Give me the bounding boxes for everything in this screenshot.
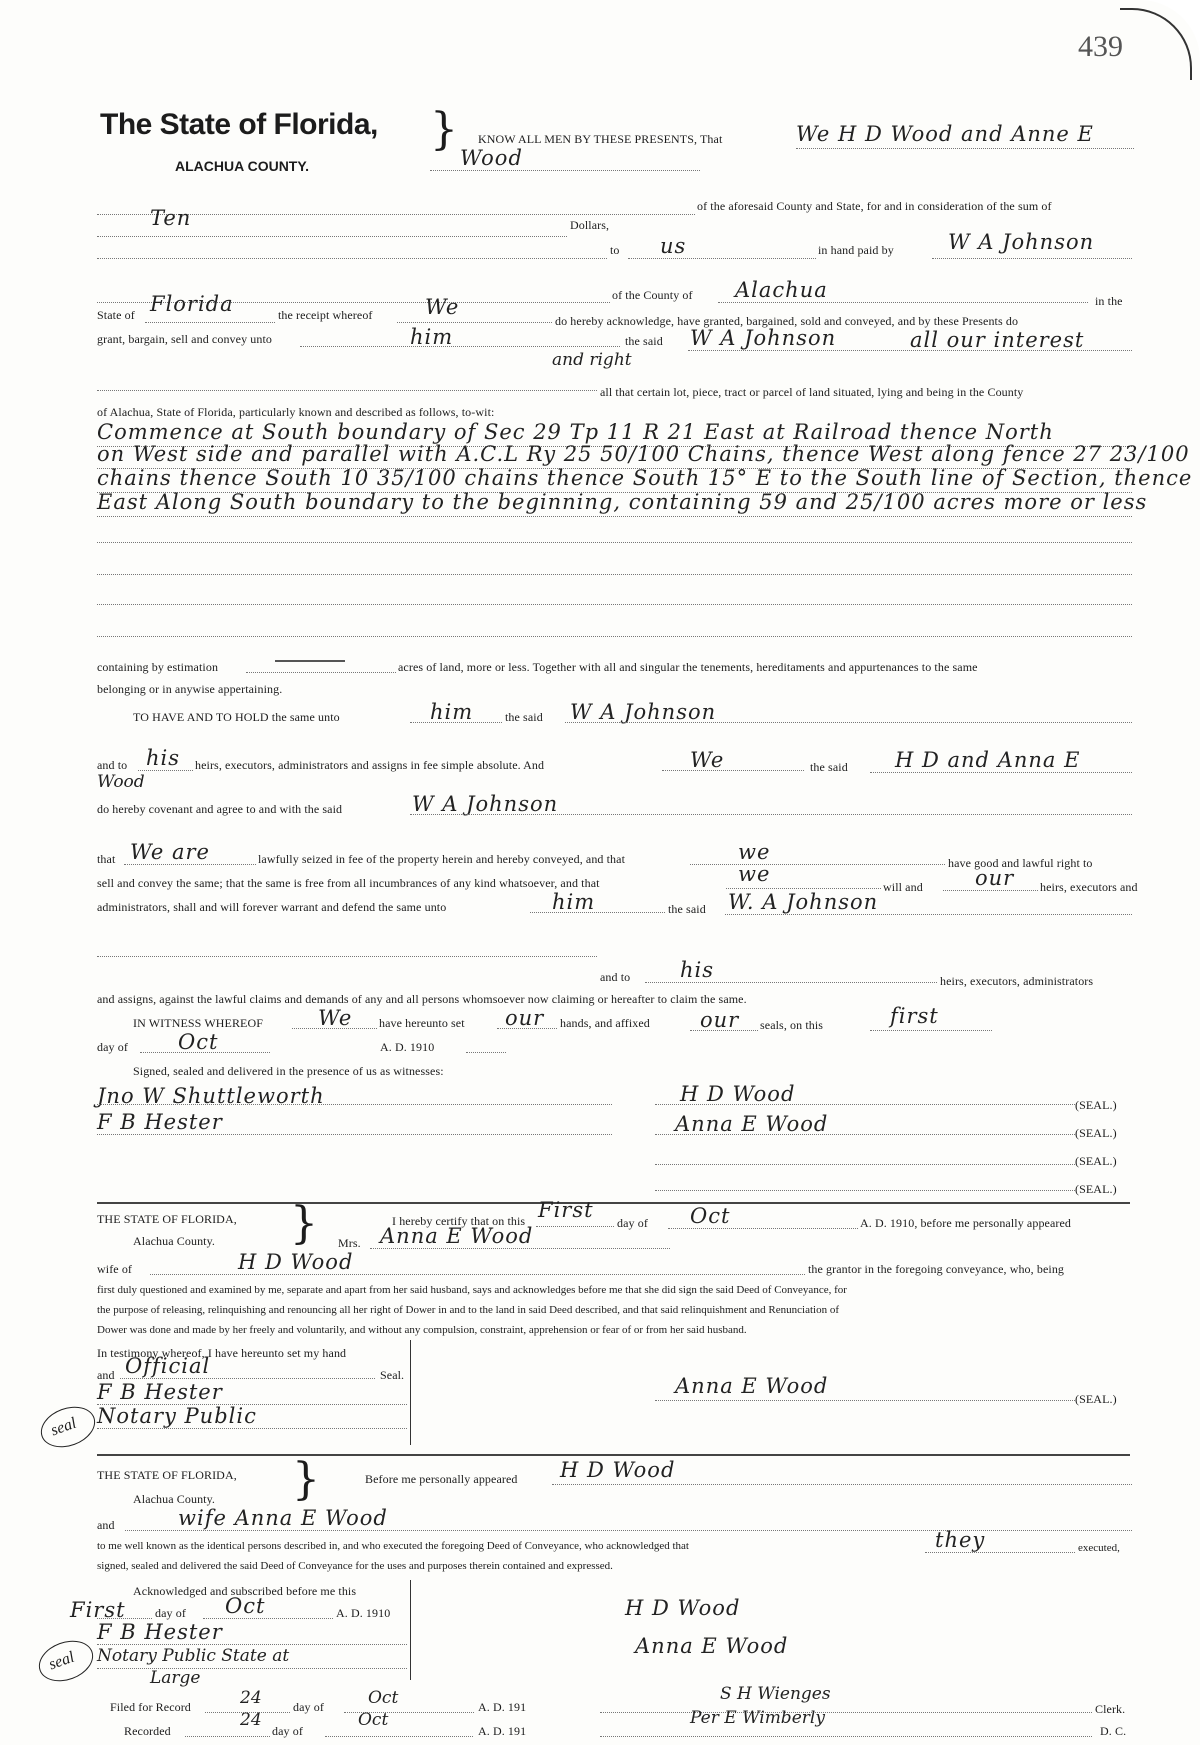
hereunto-text: have hereunto set (379, 1016, 465, 1030)
ack1-grantor-text: the grantor in the foregoing conveyance, who, being (808, 1262, 1065, 1276)
grantors-short: H D and Anna E (895, 748, 1081, 772)
belonging-text: belonging or in anywise appertaining. (97, 682, 283, 696)
grantors-short-2: Wood (97, 772, 145, 792)
ack2-name1: H D Wood (560, 1458, 676, 1482)
to-text: to (610, 243, 620, 257)
signer1-signature: H D Wood (680, 1082, 796, 1106)
ack1-certify: I hereby certify that on this (392, 1214, 526, 1228)
ack2-signed-text: signed, sealed and delivered the said Deed of Conveyance for the uses and purposes therein contained and expressed. (97, 1560, 613, 1572)
seized-who: we (738, 840, 771, 864)
ack2-before: Before me personally appeared (365, 1472, 518, 1486)
month-value: Oct (178, 1030, 219, 1054)
clerk-label: Clerk. (1095, 1702, 1126, 1716)
unto-whom: him (410, 325, 454, 349)
ack1-name: Anna E Wood (380, 1224, 534, 1248)
sum-value: Ten (150, 206, 192, 230)
grantors-line1: We H D Wood and Anne E (796, 122, 1094, 146)
signed-text: Signed, sealed and delivered in the presence of us as witnesses: (133, 1064, 444, 1078)
witness-who: We (318, 1006, 353, 1030)
grant-convey-text: grant, bargain, sell and convey unto (97, 332, 272, 346)
ack1-testimony: In testimony whereof, I have hereunto set my hand (97, 1346, 347, 1360)
all-that-text: all that certain lot, piece, tract or parcel of land situated, lying and being in the County (600, 385, 1024, 399)
ack2-notary-name: F B Hester (97, 1620, 223, 1644)
state-name: Florida (150, 292, 234, 316)
description-line-2: on West side and parallel with A.C.L Ry 25 50/100 Chains, thence West along fence 27 23/100 (97, 442, 1190, 466)
heirs-exec-text: heirs, executors and (1040, 880, 1138, 894)
ack1-ad: A. D. 1910, before me personally appeared (860, 1216, 1072, 1230)
seals-text: seals, on this (760, 1018, 824, 1032)
filed-day-of: day of (293, 1700, 324, 1714)
ack1-para-2: the purpose of releasing, relinquishing and renouncing all her right of Dower in and to the land in said Deed described, and that said relinquishment and Renunciation of (97, 1304, 839, 1316)
seal-label-1: (SEAL.) (1075, 1098, 1117, 1112)
dollars-text: Dollars, (570, 218, 610, 232)
ack1-para-3: Dower was done and made by her freely and voluntarily, and without any compulsion, constraint, apprehension or fear of or from her said husband. (97, 1324, 747, 1336)
witness-text: IN WITNESS WHEREOF (133, 1016, 264, 1030)
have-grantee: W A Johnson (570, 700, 717, 724)
covenant-text: do hereby covenant and agree to and with the said (97, 802, 343, 816)
defend-said-text: the said (668, 902, 706, 916)
witness2-signature: F B Hester (97, 1110, 223, 1134)
ack2-name2: wife Anna E Wood (178, 1506, 388, 1530)
ack1-month: Oct (690, 1204, 731, 1228)
ack1-wife-of: wife of (97, 1262, 133, 1276)
hands-whose: our (505, 1006, 545, 1030)
ack1-state: THE STATE OF FLORIDA, (97, 1212, 237, 1226)
county-heading: ALACHUA COUNTY. (175, 158, 310, 174)
recorded-month: Oct (358, 1710, 389, 1730)
description-line-3: chains thence South 10 35/100 chains thence South 15° E to the South line of Section, thence (97, 466, 1193, 490)
seal-label-4: (SEAL.) (1075, 1182, 1117, 1196)
ack2-and: and (97, 1518, 115, 1532)
description-line-4: East Along South boundary to the beginning, containing 59 and 25/100 acres more or less (97, 490, 1148, 514)
have-whom: him (430, 700, 474, 724)
ack2-seal-stamp (33, 1634, 99, 1689)
heirs-exec2-text: heirs, executors, administrators (940, 974, 1094, 988)
ad-text: A. D. 1910 (380, 1040, 435, 1054)
clerk-signature: S H Wienges (720, 1684, 831, 1704)
ack1-husband: H D Wood (238, 1250, 354, 1274)
acres-text: acres of land, more or less. Together with all and singular the tenements, hereditaments and appurtenances to the same (398, 660, 978, 674)
acknowledge-text: do hereby acknowledge, have granted, bargained, sold and conveyed, and by these Presents do (555, 314, 1019, 328)
witness1-signature: Jno W Shuttleworth (97, 1084, 325, 1108)
day-ordinal: first (890, 1004, 939, 1028)
ack2-acknowledged: Acknowledged and subscribed before me this (133, 1584, 357, 1598)
that-text: that (97, 852, 116, 866)
ack1-day-of: day of (617, 1216, 648, 1230)
sell-who: we (738, 862, 771, 886)
ack1-seal-stamp (35, 1400, 101, 1455)
ack2-signature-1: H D Wood (625, 1596, 741, 1620)
filed-day: 24 (240, 1688, 262, 1708)
ack2-brace: } (292, 1454, 320, 1505)
ack2-executed: executed, (1078, 1542, 1120, 1554)
filed-text: Filed for Record (110, 1700, 191, 1714)
grantors-line2: Wood (460, 146, 523, 170)
day-of-text: day of (97, 1040, 128, 1054)
header-brace: } (430, 104, 458, 155)
recorded-text: Recorded (124, 1724, 171, 1738)
ack1-signature: Anna E Wood (675, 1374, 829, 1398)
ack1-para-1: first duly questioned and examined by me, separate and apart from her said husband, says and acknowledges before me that she did sign the said Deed of Conveyance, for (97, 1284, 847, 1296)
state-of-text: State of (97, 308, 135, 322)
have-said-text: the said (505, 710, 543, 724)
grantee-name-2: W A Johnson (690, 326, 837, 350)
ack1-day: First (538, 1198, 594, 1222)
hands-text: hands, and affixed (560, 1016, 650, 1030)
ack2-ad: A. D. 1910 (336, 1606, 391, 1620)
recorded-day: 24 (240, 1710, 262, 1730)
ack1-notary-title: Notary Public (97, 1404, 257, 1428)
ack2-known: to me well known as the identical persons described in, and who executed the foregoing Deed of Conveyance, who acknowledged that (97, 1540, 689, 1552)
will-and-text: will and (883, 880, 923, 894)
ack1-brace: } (290, 1198, 318, 1249)
in-the-text: in the (1095, 294, 1123, 308)
ack1-seal-label: (SEAL.) (1075, 1392, 1117, 1406)
said-label-text: the said (810, 760, 848, 774)
ack1-notary-name: F B Hester (97, 1380, 223, 1404)
ack1-county: Alachua County. (133, 1234, 216, 1248)
ack1-official: Official (125, 1354, 211, 1378)
know-all-text: KNOW ALL MEN BY THESE PRESENTS, That (478, 132, 723, 146)
interest-text: all our interest (910, 328, 1085, 352)
and-who: We (690, 748, 725, 772)
seals-whose: our (700, 1008, 740, 1032)
page-number: 439 (1078, 30, 1123, 63)
containing-text: containing by estimation (97, 660, 219, 674)
county-name: Alachua (735, 278, 828, 302)
seal-label-3: (SEAL.) (1075, 1154, 1117, 1168)
ack2-day-of: day of (155, 1606, 186, 1620)
receipt-who: We (425, 295, 460, 319)
ack1-mrs: Mrs. (338, 1236, 361, 1250)
ack1-and: and (97, 1368, 115, 1382)
good-right-text: have good and lawful right to (948, 856, 1093, 870)
heirs-fee-text: heirs, executors, administrators and assigns in fee simple absolute. And (195, 758, 545, 772)
and-to-whom: his (146, 746, 181, 770)
dc-signature: Per E Wimberly (690, 1708, 825, 1728)
seal-label-2: (SEAL.) (1075, 1126, 1117, 1140)
dc-label: D. C. (1100, 1724, 1127, 1738)
ack2-notary-title-2: Large (150, 1668, 201, 1688)
ack2-state: THE STATE OF FLORIDA, (97, 1468, 237, 1482)
sell-convey-text: sell and convey the same; that the same is free from all incumbrances of any kind whatsoever, and that (97, 876, 600, 890)
recorded-day-of: day of (272, 1724, 303, 1738)
filed-ad: A. D. 191 (478, 1700, 527, 1714)
ack2-signature-2: Anna E Wood (635, 1634, 789, 1658)
ack1-seal-word: Seal. (380, 1368, 405, 1382)
and-to2-text: and to (600, 970, 631, 984)
ack2-who: they (935, 1528, 986, 1552)
signer2-signature: Anna E Wood (675, 1112, 829, 1136)
and-to-text: and to (97, 758, 128, 772)
grantee-name: W A Johnson (948, 230, 1095, 254)
of-county-text: of the County of (612, 288, 693, 302)
of-alachua-text: of Alachua, State of Florida, particularly known and described as follows, to-wit: (97, 405, 495, 419)
defend-grantee: W. A Johnson (728, 890, 879, 914)
that-who: We are (130, 840, 210, 864)
description-line-1: Commence at South boundary of Sec 29 Tp 11 R 21 East at Railroad thence North (97, 420, 1054, 444)
filed-month: Oct (368, 1688, 399, 1708)
recorded-ad: A. D. 191 (478, 1724, 527, 1738)
ack2-county: Alachua County. (133, 1492, 216, 1506)
paid-by-text: in hand paid by (818, 243, 894, 257)
admins-text: administrators, shall and will forever warrant and defend the same unto (97, 900, 447, 914)
to-have-text: TO HAVE AND TO HOLD the same unto (133, 710, 340, 724)
ack2-day: First (70, 1598, 126, 1622)
ack2-notary-title: Notary Public State at (97, 1646, 290, 1666)
ack2-stamp-text: seal (46, 1648, 77, 1674)
to-whom: us (660, 234, 687, 258)
the-said-text: the said (625, 334, 663, 348)
and-right-text: and right (552, 350, 632, 370)
assigns-text: and assigns, against the lawful claims and demands of any and all persons whomsoever now claiming or hereafter to claim the same. (97, 992, 747, 1006)
aforesaid-text: of the aforesaid County and State, for and in consideration of the sum of (697, 199, 1052, 213)
ack2-month: Oct (225, 1594, 266, 1618)
and-to2-whom: his (680, 958, 715, 982)
receipt-text: the receipt whereof (278, 308, 373, 322)
our-text: our (975, 866, 1015, 890)
ack1-stamp-text: seal (48, 1414, 79, 1440)
state-heading: The State of Florida, (100, 108, 378, 141)
covenant-grantee: W A Johnson (412, 792, 559, 816)
seized-text: lawfully seized in fee of the property herein and hereby conveyed, and that (258, 852, 626, 866)
defend-whom: him (552, 890, 596, 914)
